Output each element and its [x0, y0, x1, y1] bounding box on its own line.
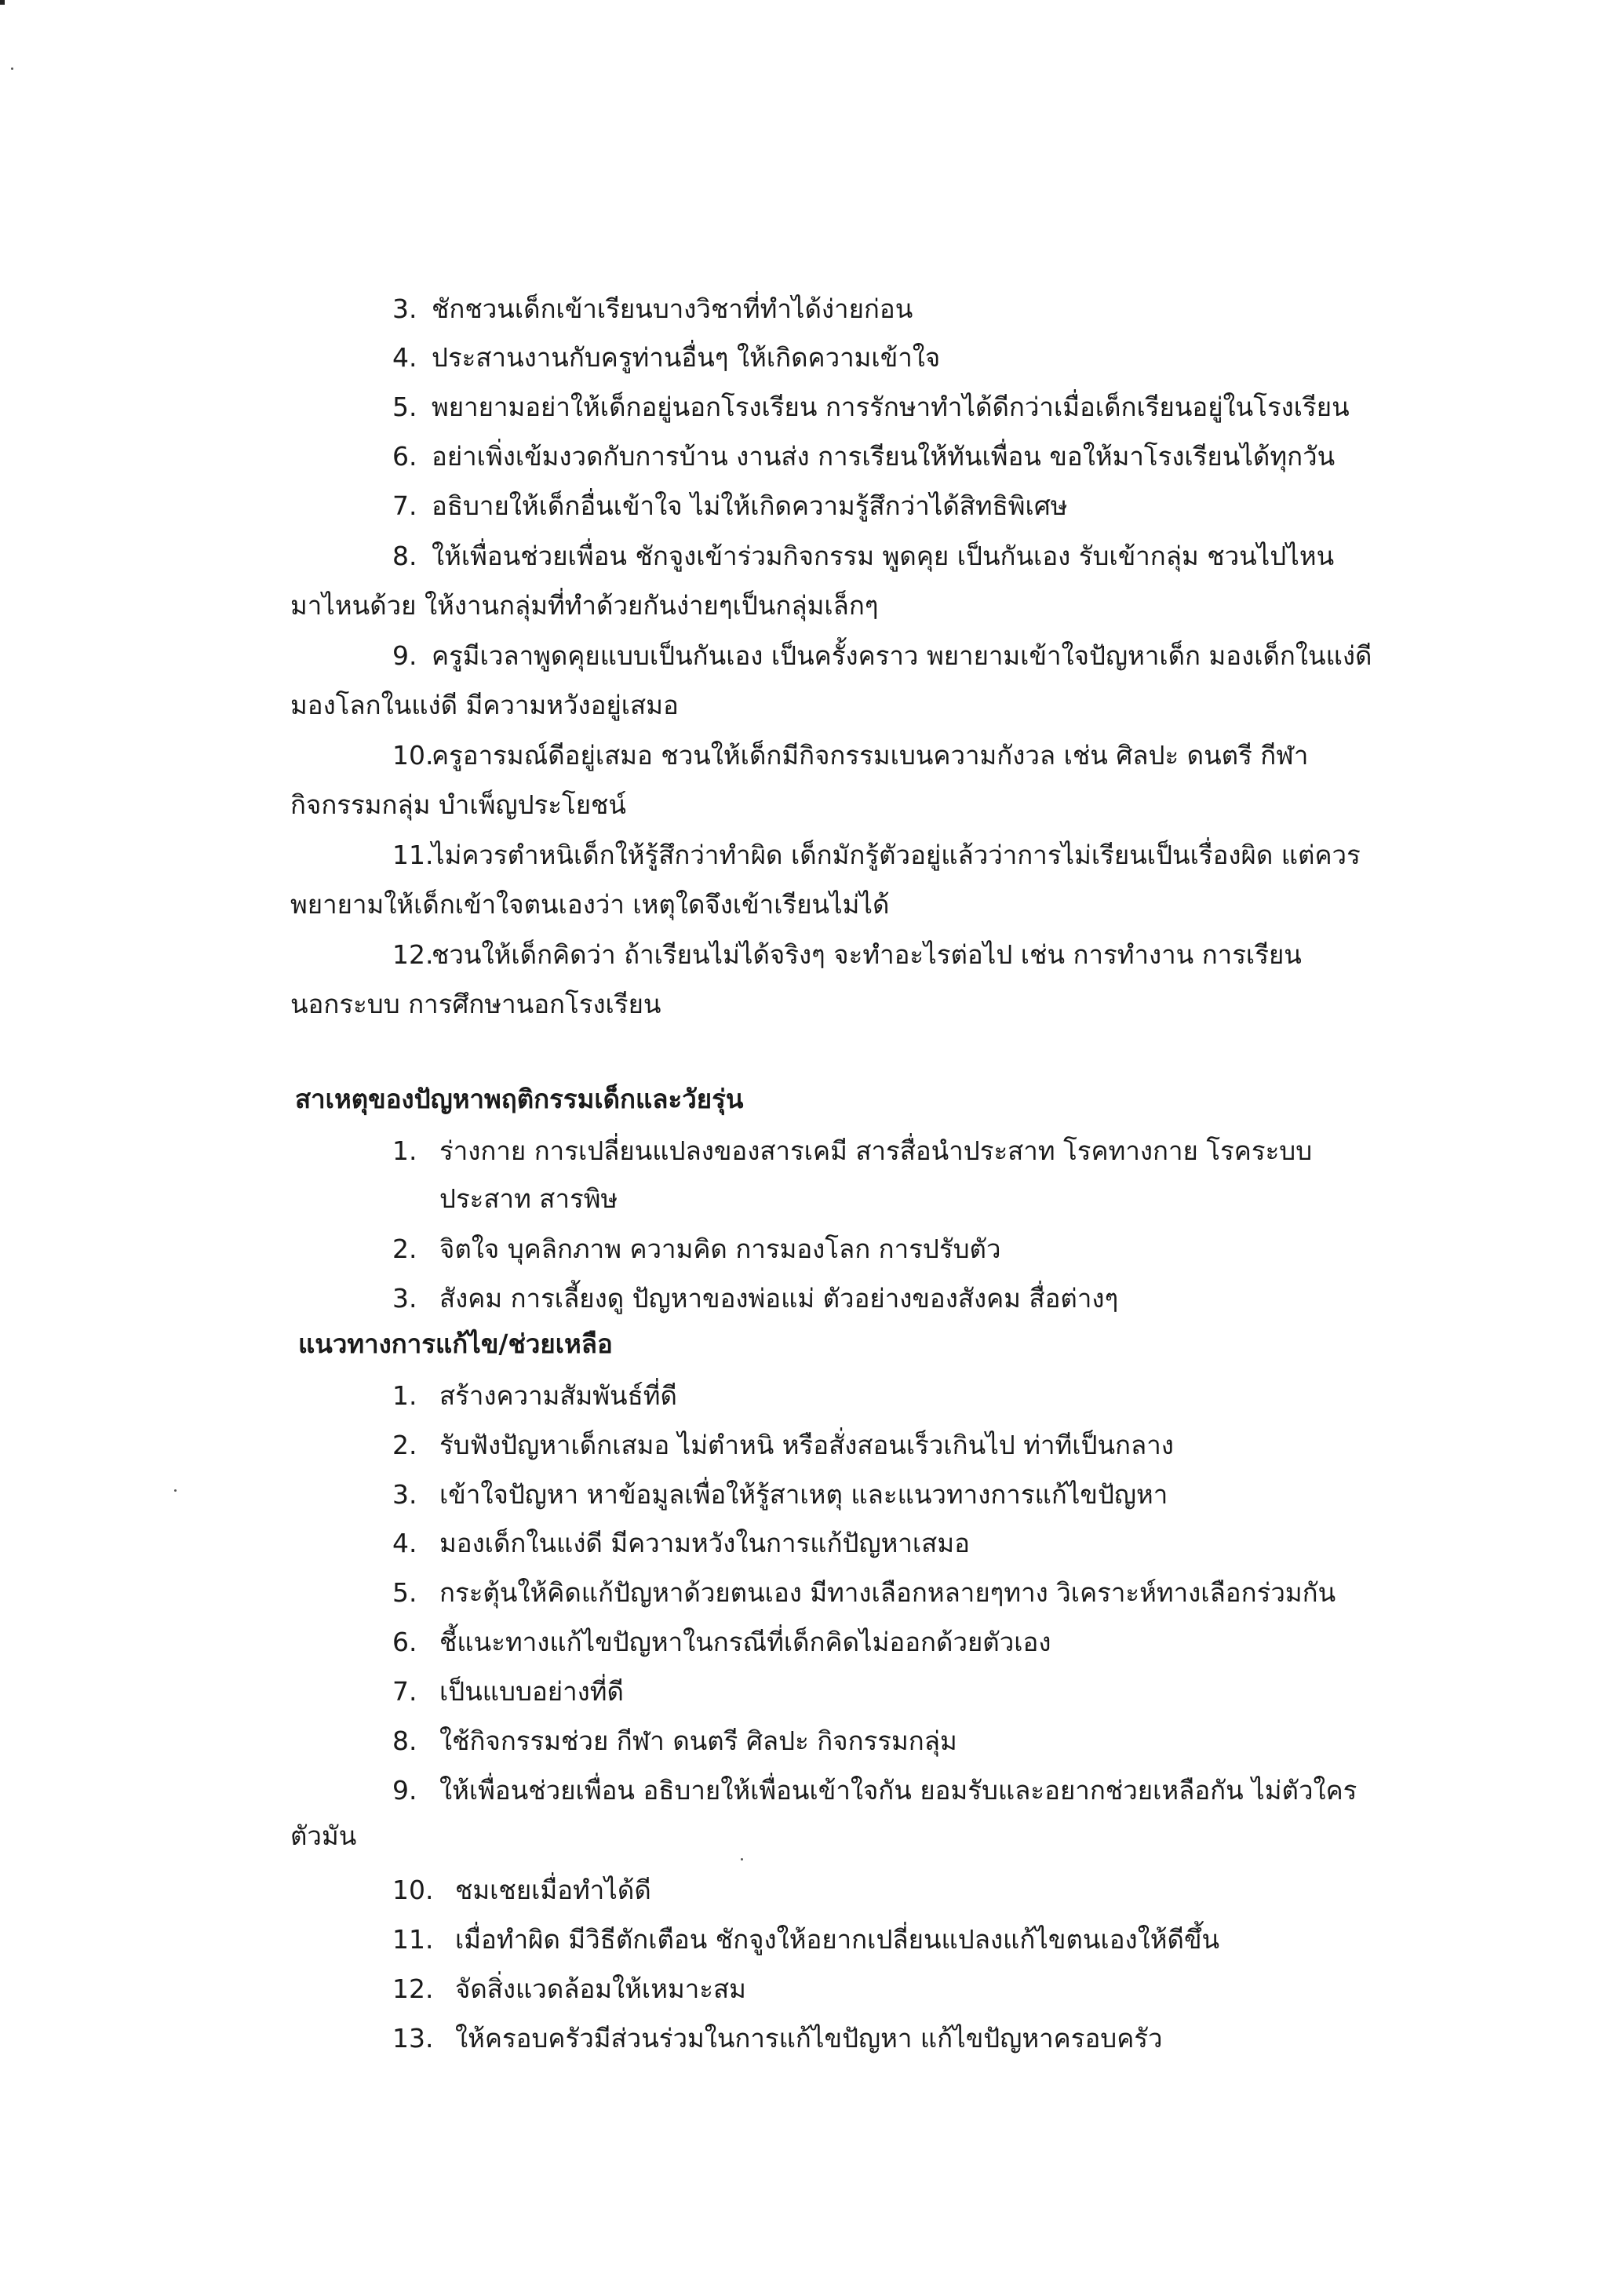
scan-mark: [0, 0, 5, 5]
list-item: 2. รับฟังปัญหาเด็กเสมอ ไม่ตำหนิ หรือสั่งสอนเร็วเกินไป ท่าทีเป็นกลาง: [392, 1430, 1174, 1460]
scan-speck: [174, 1489, 177, 1492]
list-item: 10. ชมเชยเมื่อทำได้ดี: [392, 1875, 651, 1905]
scan-speck: [11, 67, 13, 70]
list-item: 6. อย่าเพิ่งเข้มงวดกับการบ้าน งานส่ง การเรียนให้ทันเพื่อน ขอให้มาโรงเรียนได้ทุกวัน: [392, 441, 1336, 472]
list-item: 11.ไม่ควรตำหนิเด็กให้รู้สึกว่าทำผิด เด็กมักรู้ตัวอยู่แล้วว่าการไม่เรียนเป็นเรื่องผิด แต่ควร: [392, 840, 1361, 870]
list-item: 3. ชักชวนเด็กเข้าเรียนบางวิชาที่ทำได้ง่ายก่อน: [392, 293, 913, 324]
list-item: 11. เมื่อทำผิด มีวิธีตักเตือน ชักจูงให้อยากเปลี่ยนแปลงแก้ไขตนเองให้ดีขึ้น: [392, 1924, 1220, 1955]
list-item-continuation: ประสาท สารพิษ: [439, 1183, 618, 1214]
scan-speck: [741, 1858, 743, 1860]
list-item: 2. จิตใจ บุคลิกภาพ ความคิด การมองโลก การปรับตัว: [392, 1234, 1001, 1264]
list-item-continuation: นอกระบบ การศึกษานอกโรงเรียน: [290, 989, 661, 1019]
list-item-continuation: กิจกรรมกลุ่ม บำเพ็ญประโยชน์: [290, 789, 626, 820]
list-item: 13. ให้ครอบครัวมีส่วนร่วมในการแก้ไขปัญหา แก้ไขปัญหาครอบครัว: [392, 2023, 1163, 2054]
list-item: 7. เป็นแบบอย่างที่ดี: [392, 1676, 624, 1707]
list-item-continuation: มองโลกในแง่ดี มีความหวังอยู่เสมอ: [290, 690, 679, 720]
list-item: 5. กระตุ้นให้คิดแก้ปัญหาด้วยตนเอง มีทางเลือกหลายๆทาง วิเคราะห์ทางเลือกร่วมกัน: [392, 1577, 1336, 1608]
list-item: 6. ชี้แนะทางแก้ไขปัญหาในกรณีที่เด็กคิดไม่ออกด้วยตัวเอง: [392, 1627, 1051, 1657]
list-item: 5. พยายามอย่าให้เด็กอยู่นอกโรงเรียน การรักษาทำได้ดีกว่าเมื่อเด็กเรียนอยู่ในโรงเรียน: [392, 392, 1350, 422]
list-item-continuation: มาไหนด้วย ให้งานกลุ่มที่ทำด้วยกันง่ายๆเป็นกลุ่มเล็กๆ: [290, 590, 879, 621]
list-item: 3. เข้าใจปัญหา หาข้อมูลเพื่อให้รู้สาเหตุ และแนวทางการแก้ไขปัญหา: [392, 1479, 1168, 1510]
list-item: 8. ใช้กิจกรรมช่วย กีฬา ดนตรี ศิลปะ กิจกรรมกลุ่ม: [392, 1726, 957, 1756]
list-item: 7. อธิบายให้เด็กอื่นเข้าใจ ไม่ให้เกิดความรู้สึกว่าได้สิทธิพิเศษ: [392, 490, 1068, 521]
list-item: 12. จัดสิ่งแวดล้อมให้เหมาะสม: [392, 1973, 746, 2004]
list-item: 3. สังคม การเลี้ยงดู ปัญหาของพ่อแม่ ตัวอย่างของสังคม สื่อต่างๆ: [392, 1283, 1119, 1314]
list-item: 10.ครูอารมณ์ดีอยู่เสมอ ชวนให้เด็กมีกิจกรรมเบนความกังวล เช่น ศิลปะ ดนตรี กีฬา: [392, 740, 1309, 771]
list-item: 9. ครูมีเวลาพูดคุยแบบเป็นกันเอง เป็นครั้งคราว พยายามเข้าใจปัญหาเด็ก มองเด็กในแง่ดี: [392, 640, 1372, 671]
list-item: 4. มองเด็กในแง่ดี มีความหวังในการแก้ปัญหาเสมอ: [392, 1528, 970, 1558]
list-item: 9. ให้เพื่อนช่วยเพื่อน อธิบายให้เพื่อนเข้าใจกัน ยอมรับและอยากช่วยเหลือกัน ไม่ตัวใคร: [392, 1775, 1357, 1806]
list-item-continuation: พยายามให้เด็กเข้าใจตนเองว่า เหตุใดจึงเข้าเรียนไม่ได้: [290, 889, 890, 920]
list-item: 1. ร่างกาย การเปลี่ยนแปลงของสารเคมี สารสื่อนำประสาท โรคทางกาย โรคระบบ: [392, 1135, 1313, 1166]
list-item-continuation: ตัวมัน: [290, 1820, 357, 1851]
section-heading: แนวทางการแก้ไข/ช่วยเหลือ: [298, 1328, 613, 1359]
list-item: 1. สร้างความสัมพันธ์ที่ดี: [392, 1380, 677, 1411]
section-heading: สาเหตุของปัญหาพฤติกรรมเด็กและวัยรุ่น: [295, 1084, 744, 1114]
list-item: 8. ให้เพื่อนช่วยเพื่อน ชักจูงเข้าร่วมกิจกรรม พูดคุย เป็นกันเอง รับเข้ากลุ่ม ชวนไปไหน: [392, 541, 1335, 571]
list-item: 12.ชวนให้เด็กคิดว่า ถ้าเรียนไม่ได้จริงๆ จะทำอะไรต่อไป เช่น การทำงาน การเรียน: [392, 939, 1302, 970]
list-item: 4. ประสานงานกับครูท่านอื่นๆ ให้เกิดความเข้าใจ: [392, 342, 941, 373]
